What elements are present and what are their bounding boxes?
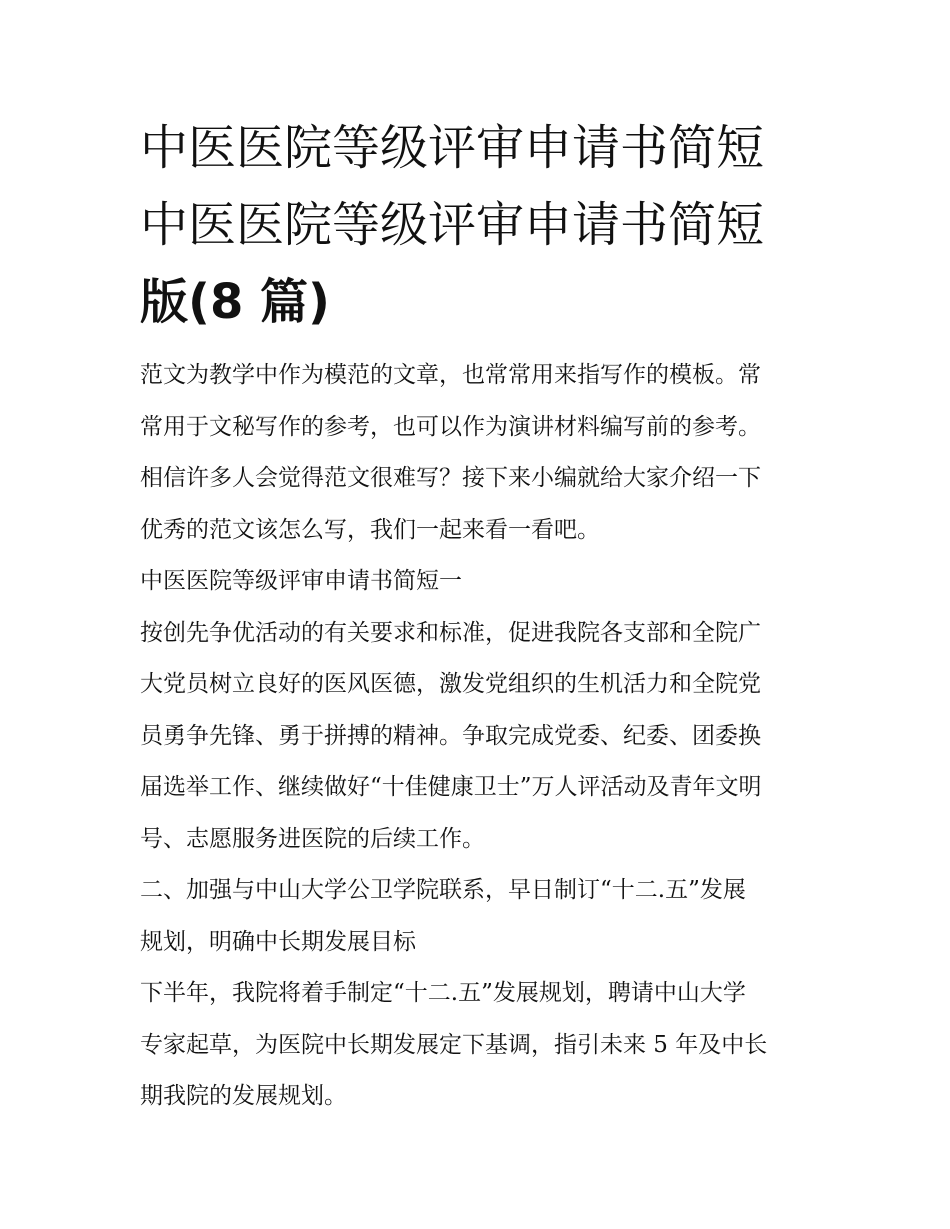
title-line: 中医医院等级评审申请书简短 bbox=[140, 197, 765, 253]
document-body bbox=[140, 350, 820, 1123]
body-line: 期我院的发展规划。 bbox=[140, 1083, 347, 1109]
title-line: 版(8 篇) bbox=[140, 274, 330, 330]
body-line: 下半年，我院将着手制定“十二.五”发展规划，聘请中山大学 bbox=[140, 980, 746, 1006]
body-line: 员勇争先锋、勇于拼搏的精神。争取完成党委、纪委、团委换 bbox=[140, 722, 761, 749]
body-line: 按创先争优活动的有关要求和标准，促进我院各支部和全院广 bbox=[140, 619, 761, 646]
body-line: 专家起草，为医院中长期发展定下基调，指引未来 5 年及中长 bbox=[140, 1031, 768, 1058]
body-line: 常用于文秘写作的参考，也可以作为演讲材料编写前的参考。 bbox=[140, 413, 761, 440]
document-title bbox=[140, 110, 820, 341]
body-line: 号、志愿服务进医院的后续工作。 bbox=[140, 825, 485, 852]
body-line: 届选举工作、继续做好“十佳健康卫士”万人评活动及青年文明 bbox=[140, 774, 762, 800]
title-line: 中医医院等级评审申请书简短 bbox=[140, 120, 765, 176]
body-line: 范文为教学中作为模范的文章，也常常用来指写作的模板。常 bbox=[140, 362, 761, 388]
body-line: 相信许多人会觉得范文很难写？接下来小编就给大家介绍一下 bbox=[140, 465, 761, 491]
body-line: 二、加强与中山大学公卫学院联系，早日制订“十二.五”发展 bbox=[140, 877, 746, 903]
body-line: 优秀的范文该怎么写，我们一起来看一看吧。 bbox=[140, 516, 600, 543]
section-heading: 中医医院等级评审申请书简短一 bbox=[140, 568, 462, 594]
body-line: 大党员树立良好的医风医德，激发党组织的生机活力和全院党 bbox=[140, 671, 761, 697]
body-line: 规划，明确中长期发展目标 bbox=[140, 928, 416, 955]
